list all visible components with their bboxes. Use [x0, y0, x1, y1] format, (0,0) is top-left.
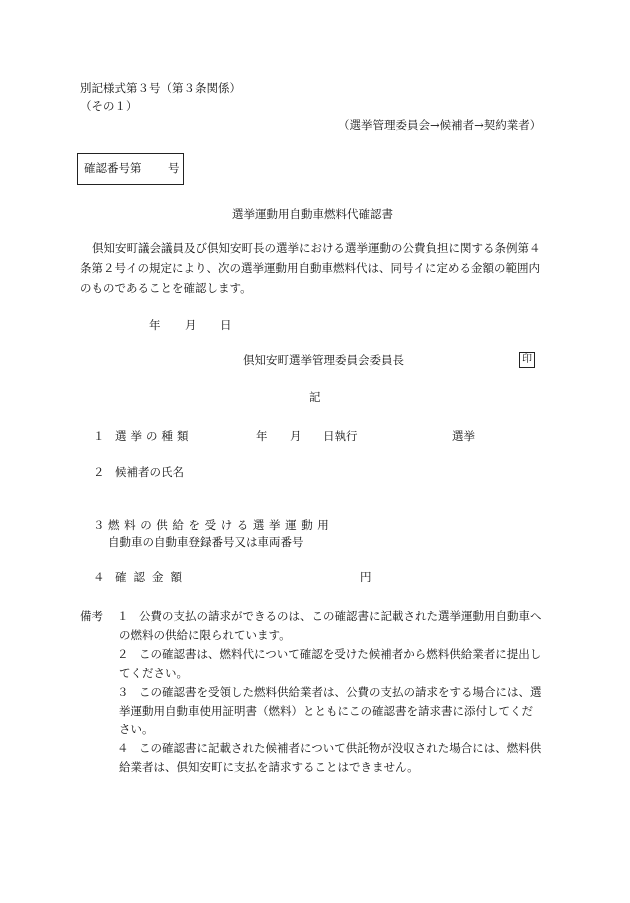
- item-1-held: 日執行: [323, 429, 358, 443]
- item-4-number: ４: [93, 570, 105, 584]
- item-4-unit: 円: [360, 570, 372, 584]
- date-day: 日: [220, 318, 232, 332]
- body-text: [80, 238, 560, 298]
- date-month: 月: [185, 318, 197, 332]
- form-part: （その１）: [80, 99, 138, 113]
- item-1-election: 選挙: [452, 429, 475, 443]
- remark-1-line-2: の燃料の供給に限られています。: [119, 628, 291, 642]
- remark-2-line-1: この確認書は、燃料代について確認を受けた候補者から燃料供給業者に提出し: [139, 647, 542, 661]
- remark-4-number: ４: [117, 741, 129, 755]
- remark-3-line-1: この確認書を受領した燃料供給業者は、公費の支払の請求をする場合には、選: [139, 685, 542, 699]
- confirmation-number-label: 確認番号第: [84, 161, 142, 175]
- remark-4-line-2: 給業者は、倶知安町に支払を請求することはできません。: [119, 760, 419, 774]
- date-year: 年: [149, 318, 161, 332]
- document-title: 選挙運動用自動車燃料代確認書: [232, 207, 393, 221]
- item-4-label: 確認金額: [115, 570, 189, 584]
- item-3-number: ３: [93, 518, 105, 532]
- seal-mark: 印: [519, 352, 535, 368]
- item-1-label: 選挙の種類: [115, 429, 193, 443]
- item-3-label-line-1: 燃料の供給を受ける選挙運動用: [108, 518, 334, 532]
- remark-2-number: ２: [117, 647, 129, 661]
- remarks-title: 備考: [80, 609, 103, 623]
- issuer-name: 倶知安町選挙管理委員会委員長: [243, 353, 404, 367]
- remark-3-line-3: さい。: [119, 722, 154, 736]
- ki-heading: 記: [309, 390, 321, 404]
- remark-2-line-2: てください。: [119, 666, 188, 680]
- body-line-3: のものであることを確認します。: [80, 281, 252, 295]
- remark-1-line-1: 公費の支払の請求ができるのは、この確認書に記載された選挙運動用自動車へ: [139, 609, 542, 623]
- item-2-number: ２: [93, 465, 105, 479]
- form-number: 別記様式第３号（第３条関係）: [80, 81, 241, 95]
- remark-1-number: １: [117, 609, 129, 623]
- item-3-label-line-2: 自動車の自動車登録番号又は車両番号: [108, 535, 304, 549]
- routing-note: （選挙管理委員会→候補者→契約業者）: [338, 118, 542, 132]
- body-line-2: 条第２号イの規定により、次の選挙運動用自動車燃料代は、同号イに定める金額の範囲内: [80, 261, 540, 275]
- body-line-1: 倶知安町議会議員及び倶知安町長の選挙における選挙運動の公費負担に関する条例第４: [92, 241, 541, 255]
- item-2-label: 候補者の氏名: [115, 465, 184, 479]
- remark-3-line-2: 挙運動用自動車使用証明書（燃料）とともにこの確認書を請求書に添付してくだ: [119, 704, 533, 718]
- item-1-month: 月: [290, 429, 302, 443]
- item-1-number: １: [93, 429, 105, 443]
- confirmation-number-suffix: 号: [168, 161, 180, 175]
- remark-3-number: ３: [117, 685, 129, 699]
- remark-4-line-1: この確認書に記載された候補者について供託物が没収された場合には、燃料供: [139, 741, 542, 755]
- item-1-year: 年: [256, 429, 268, 443]
